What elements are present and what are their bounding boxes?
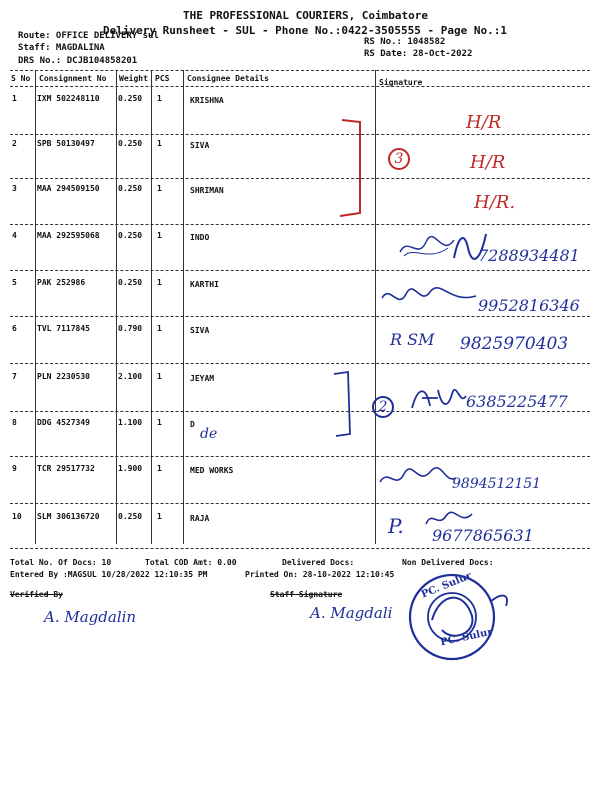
row-weight: 0.250 (118, 94, 143, 103)
row-consignment: SLM 306136720 (37, 512, 100, 521)
stamp-text-top: PC. Sulur (419, 570, 474, 601)
row-consignee: SHRIMAN (190, 186, 224, 195)
total-cod: Total COD Amt: 0.00 (145, 558, 237, 567)
row-consignee: SIVA (190, 141, 210, 150)
row-consignment: MAA 292595068 (37, 231, 100, 240)
row-sno: 8 (12, 418, 17, 427)
total-docs: Total No. Of Docs: 10 (10, 558, 112, 567)
handwritten-phone: 9952816346 (478, 296, 580, 315)
col-sno: S No (11, 74, 31, 83)
row-pcs: 1 (157, 324, 162, 333)
row-consignee: INDO (190, 233, 210, 242)
row-weight: 1.900 (118, 464, 143, 473)
sep-sno (35, 70, 36, 544)
row-consignee: KARTHI (190, 280, 219, 289)
row-rule (10, 224, 590, 225)
sep-pcs (183, 70, 184, 544)
verified-signature: A. Magdalin (44, 608, 137, 626)
entered-by: Entered By :MAGSUL 10/28/2022 12:10:35 PM (10, 570, 208, 579)
row-pcs: 1 (157, 464, 162, 473)
row-rule (10, 503, 590, 504)
row-consignment: PAK 252986 (37, 278, 86, 287)
row-consignee: JEYAM (190, 374, 215, 383)
row-weight: 0.250 (118, 278, 143, 287)
col-signature: Signature (379, 78, 423, 87)
row-weight: 0.250 (118, 139, 143, 148)
row-consignee: SIVA (190, 326, 210, 335)
table-header-rule (10, 86, 590, 87)
row-sno: 3 (12, 184, 17, 193)
col-consignment: Consignment No (39, 74, 107, 83)
row-rule (10, 456, 590, 457)
printed-on: Printed On: 28-10-2022 12:10:45 (245, 570, 395, 579)
row-rule (10, 363, 590, 364)
row-pcs: 1 (157, 278, 162, 287)
table-bottom-rule (10, 548, 590, 549)
row-consignment: DDG 4527349 (37, 418, 90, 427)
row-rule (10, 270, 590, 271)
handwritten-mark: de (200, 426, 218, 442)
handwritten-circled-number: 2 (372, 396, 394, 418)
handwritten-phone: 9894512151 (452, 476, 542, 492)
row-weight: 0.250 (118, 184, 143, 193)
rs-date: RS Date: 28-Oct-2022 (364, 49, 473, 59)
row-rule (10, 316, 590, 317)
handwritten-phone: 7288934481 (478, 246, 580, 265)
company-name: THE PROFESSIONAL COURIERS, Coimbatore (183, 9, 429, 22)
signature-scribble (380, 282, 480, 312)
row-pcs: 1 (157, 94, 162, 103)
row-sno: 6 (12, 324, 17, 333)
row-pcs: 1 (157, 139, 162, 148)
row-weight: 0.250 (118, 512, 143, 521)
non-delivered-docs: Non Delivered Docs: (402, 558, 494, 567)
handwritten-phone: 9825970403 (460, 334, 569, 354)
sep-weight (151, 70, 152, 544)
row-weight: 0.790 (118, 324, 143, 333)
col-pcs: PCS (155, 74, 170, 83)
staff-label: Staff: MAGDALINA (18, 43, 105, 53)
sep-consignment (116, 70, 117, 544)
row-sno: 10 (12, 512, 22, 521)
row-sno: 5 (12, 278, 17, 287)
row-weight: 1.100 (118, 418, 143, 427)
row-weight: 0.250 (118, 231, 143, 240)
bracket-rows-1-3 (338, 118, 378, 218)
bracket-rows-7-8 (330, 370, 360, 440)
signature-scribble (398, 232, 458, 262)
row-consignment: TCR 29517732 (37, 464, 95, 473)
table-top-rule (10, 70, 590, 71)
row-pcs: 1 (157, 184, 162, 193)
signature-scribble (378, 464, 458, 494)
row-consignee: KRISHNA (190, 96, 224, 105)
handwritten-phone: 9677865631 (432, 526, 534, 545)
row-consignment: SPB 50130497 (37, 139, 95, 148)
row-rule (10, 411, 590, 412)
handwritten-name: R SM (390, 330, 435, 349)
row-sno: 1 (12, 94, 17, 103)
row-sno: 9 (12, 464, 17, 473)
row-weight: 2.100 (118, 372, 143, 381)
row-pcs: 1 (157, 231, 162, 240)
signature-scribble (408, 384, 468, 414)
rs-number: RS No.: 1048582 (364, 37, 446, 47)
handwritten-circled-number: 3 (388, 148, 410, 170)
drs-number: DRS No.: DCJB104858201 (18, 56, 138, 66)
handwritten-phone: 6385225477 (466, 392, 568, 411)
row-pcs: 1 (157, 512, 162, 521)
verified-by-label: Verified By (10, 590, 63, 599)
staff-signature: A. Magdali (310, 604, 393, 622)
handwritten-note: H/R (466, 112, 502, 133)
delivered-docs: Delivered Docs: (282, 558, 355, 567)
handwritten-note: H/R. (474, 192, 516, 213)
runsheet-title: Delivery Runsheet - SUL - Phone No.:0422-3505555 - Page No.:1 (103, 24, 507, 37)
row-rule (10, 134, 590, 135)
col-consignee: Consignee Details (187, 74, 269, 83)
row-consignment: IXM 502248110 (37, 94, 100, 103)
row-consignee: MED WORKS (190, 466, 234, 475)
row-consignee: RAJA (190, 514, 210, 523)
route-label: Route: OFFICE DELIVERY sul (18, 31, 159, 41)
row-consignment: PLN 2230530 (37, 372, 90, 381)
handwritten-name: P. (388, 514, 404, 538)
row-pcs: 1 (157, 418, 162, 427)
row-consignment: TVL 7117845 (37, 324, 90, 333)
row-consignment: MAA 294509150 (37, 184, 100, 193)
row-rule (10, 178, 590, 179)
handwritten-note: H/R (470, 152, 506, 173)
staff-signature-label: Staff Signature (270, 590, 343, 599)
row-sno: 2 (12, 139, 17, 148)
row-sno: 4 (12, 231, 17, 240)
col-weight: Weight (119, 74, 148, 83)
row-sno: 7 (12, 372, 17, 381)
row-consignee: D (190, 420, 195, 429)
row-pcs: 1 (157, 372, 162, 381)
stamp-text-bottom: PC. Sulur (439, 626, 494, 649)
